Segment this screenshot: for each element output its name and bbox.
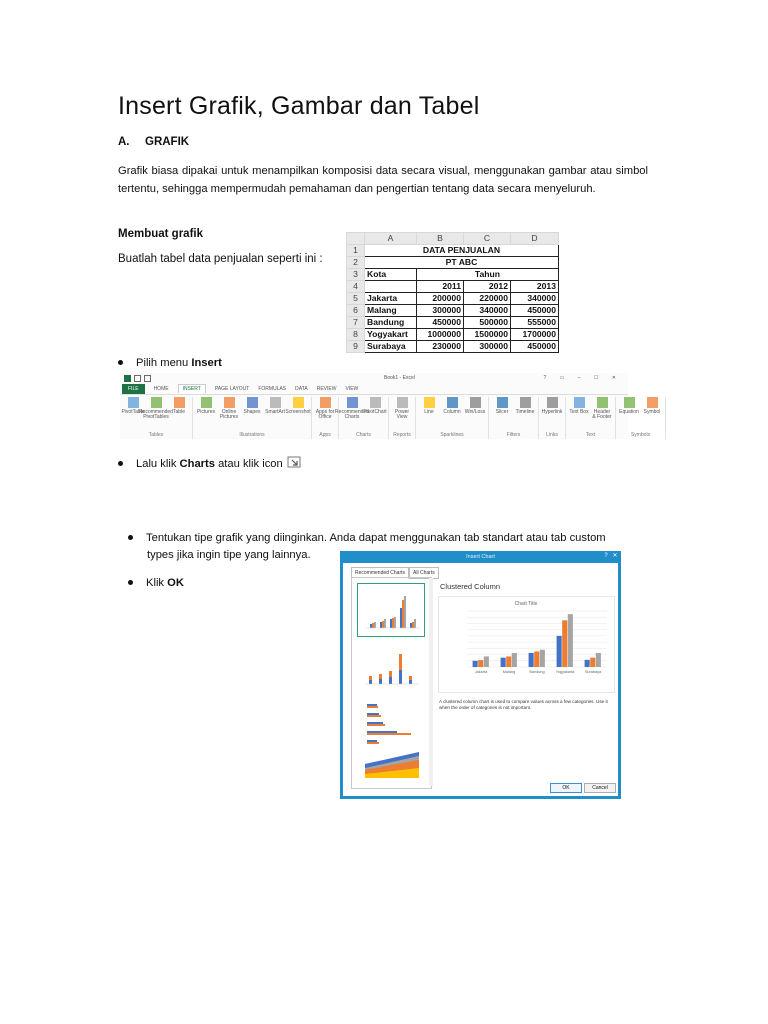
value-cell: 200000 xyxy=(417,293,464,305)
ribbon-button-pivotchart[interactable] xyxy=(365,397,385,415)
close-icon[interactable]: ✕ xyxy=(612,553,618,559)
col-header: A xyxy=(365,233,417,245)
ribbon-button-shapes[interactable] xyxy=(242,397,262,415)
bar-surabaya-series-1 xyxy=(585,660,590,667)
excel-titlebar xyxy=(120,373,628,383)
bullet-text: Tentukan tipe grafik yang diinginkan. Anda dapat menggunakan tab standart atau tab custom xyxy=(146,532,606,544)
value-cell: 450000 xyxy=(511,305,559,317)
ribbon-button-timeline[interactable] xyxy=(515,397,535,415)
bar-jakarta-series-2 xyxy=(478,660,483,667)
recommended-chart-list xyxy=(351,577,432,789)
ribbon-button-symbol[interactable] xyxy=(642,397,662,415)
sales-spreadsheet xyxy=(346,232,558,350)
section-number: A. xyxy=(118,136,130,148)
chart-type-name: Clustered Column xyxy=(440,582,501,591)
bullet-bold-text: OK xyxy=(167,577,184,589)
ribbon-group-text xyxy=(566,397,616,439)
ribbon-group-tables xyxy=(120,397,193,439)
ribbon-button-label: Screenshot xyxy=(285,409,311,415)
tahun-header: Tahun xyxy=(417,269,559,281)
ribbon-button-screenshot[interactable] xyxy=(285,397,311,415)
ribbon-button-power-view[interactable] xyxy=(392,397,412,420)
header-footer-icon xyxy=(597,397,608,408)
row-number: 7 xyxy=(347,317,365,329)
ribbon-group-label: Sparklines xyxy=(440,432,464,438)
dialog-titlebar xyxy=(340,551,621,563)
undo-icon[interactable] xyxy=(144,375,151,382)
bullet-text: Lalu klik xyxy=(136,458,180,470)
tab-data[interactable]: DATA xyxy=(295,385,308,392)
table-row xyxy=(347,329,559,341)
ribbon-button-label: Symbol xyxy=(643,409,661,415)
bullet-dot xyxy=(128,535,133,540)
bullet-text: types jika ingin tipe yang lainnya. xyxy=(147,549,311,561)
ribbon-group-reports xyxy=(389,397,416,439)
ribbon-button-label: Slicer xyxy=(495,409,509,415)
subheading: Membuat grafik xyxy=(118,228,203,240)
shapes-icon xyxy=(247,397,258,408)
recommended-pivottables-icon xyxy=(151,397,162,408)
row-number: 8 xyxy=(347,329,365,341)
thumbnail-scrollbar[interactable] xyxy=(429,578,433,786)
ribbon-button-online-pictures[interactable] xyxy=(219,397,239,420)
value-cell: 220000 xyxy=(464,293,511,305)
excel-logo-icon xyxy=(124,375,131,382)
chart-title: Chart Title xyxy=(514,601,538,607)
ribbon-button-label: PivotChart xyxy=(363,409,387,415)
ribbon-button-apps-for-office[interactable] xyxy=(315,397,335,420)
table-row xyxy=(347,317,559,329)
screenshot-icon xyxy=(293,397,304,408)
dialog-title: Insert Chart xyxy=(466,554,495,560)
bullet-pilih-insert xyxy=(118,357,222,369)
table-title: DATA PENJUALAN xyxy=(365,245,559,257)
recommended-charts-icon xyxy=(347,397,358,408)
bar-surabaya-series-3 xyxy=(596,653,601,667)
row-number: 2 xyxy=(347,257,365,269)
equation-icon xyxy=(624,397,635,408)
chart-description: A clustered column chart is used to compare values across a few categories. Use it when the order of categories is not important. xyxy=(439,699,608,710)
chart-preview xyxy=(438,596,615,693)
ribbon-button-label: Text Box xyxy=(569,409,589,415)
ribbon-button-recommended-charts[interactable] xyxy=(335,397,369,420)
document-title: Insert Grafik, Gambar dan Tabel xyxy=(118,92,480,120)
ribbon-group-label: Tables xyxy=(148,432,164,438)
value-cell: 300000 xyxy=(417,305,464,317)
cancel-button[interactable]: Cancel xyxy=(584,783,616,793)
ribbon-group-filters xyxy=(489,397,539,439)
ribbon-group-label: Text xyxy=(585,432,596,438)
table-row xyxy=(347,293,559,305)
value-cell: 1700000 xyxy=(511,329,559,341)
ribbon-button-label: Timeline xyxy=(515,409,535,415)
ribbon-button-recommended-pivottables[interactable] xyxy=(139,397,173,420)
bar-bandung-series-3 xyxy=(540,650,545,667)
bar-yogyakarta-series-1 xyxy=(557,636,562,667)
value-cell: 1000000 xyxy=(417,329,464,341)
year-header: 2011 xyxy=(417,281,464,293)
ribbon-button-label: Hyperlink xyxy=(541,409,563,415)
window-controls-icon[interactable]: ? ▭ – ☐ ✕ xyxy=(543,375,622,381)
col-header: C xyxy=(464,233,511,245)
x-tick-label: Yogyakarta xyxy=(555,670,575,674)
ribbon-button-text-box[interactable] xyxy=(569,397,589,415)
online-pictures-icon xyxy=(224,397,235,408)
bar-malang-series-1 xyxy=(501,658,506,667)
bar-bandung-series-1 xyxy=(529,653,534,667)
table-icon xyxy=(174,397,185,408)
instruction-text: Buatlah tabel data penjualan seperti ini : xyxy=(118,253,323,265)
bar-bandung-series-2 xyxy=(534,651,539,667)
city-cell: Surabaya xyxy=(365,341,417,353)
ribbon-group-illustrations xyxy=(193,397,312,439)
hyperlink-icon xyxy=(547,397,558,408)
row-number: 9 xyxy=(347,341,365,353)
ribbon-button-equation[interactable] xyxy=(619,397,639,415)
ribbon-button-label: Online Pictures xyxy=(219,409,239,420)
ribbon-button-label: Recommended PivotTables xyxy=(139,409,173,420)
bullet-klik-ok xyxy=(128,577,184,589)
kota-header: Kota xyxy=(365,269,417,281)
col-header: B xyxy=(417,233,464,245)
bar-yogyakarta-series-2 xyxy=(562,620,567,667)
ribbon-button-hyperlink[interactable] xyxy=(542,397,562,415)
timeline-icon xyxy=(520,397,531,408)
tab-review[interactable]: REVIEW xyxy=(316,385,337,392)
excel-ribbon xyxy=(120,373,661,439)
empty-cell xyxy=(365,281,417,293)
ribbon-button-label: Win/Loss xyxy=(464,409,486,415)
ribbon-tabs xyxy=(120,383,628,395)
thumb-clustered-column[interactable] xyxy=(357,583,425,637)
bar-jakarta-series-1 xyxy=(473,661,478,667)
ribbon-group-sparklines xyxy=(416,397,489,439)
value-cell: 230000 xyxy=(417,341,464,353)
tab-insert[interactable]: INSERT xyxy=(178,384,206,393)
ribbon-group-label: Illustrations xyxy=(239,432,265,438)
ribbon-button-label: Power View xyxy=(394,409,410,420)
ribbon-button-slicer[interactable] xyxy=(492,397,512,415)
value-cell: 1500000 xyxy=(464,329,511,341)
bullet-text: atau klik icon xyxy=(214,458,283,470)
thumb-stacked-column[interactable] xyxy=(357,640,423,692)
tab-home[interactable]: HOME xyxy=(153,385,169,392)
x-tick-label: Surabaya xyxy=(584,670,602,674)
line-icon xyxy=(424,397,435,408)
tab-formulas[interactable]: FORMULAS xyxy=(258,385,287,392)
smartart-icon xyxy=(270,397,281,408)
bullet-text: Klik xyxy=(146,577,168,589)
bullet-bold-text: Insert xyxy=(191,357,222,369)
ribbon-button-label: Column xyxy=(443,409,461,415)
ribbon-button-label: Pictures xyxy=(196,409,216,415)
ribbon-group-label: Charts xyxy=(356,432,371,438)
bullet-klik-charts xyxy=(118,458,283,470)
corner-cell xyxy=(347,233,365,245)
pivottable-icon xyxy=(128,397,139,408)
value-cell: 340000 xyxy=(511,293,559,305)
save-icon[interactable] xyxy=(134,375,141,382)
power-view-icon xyxy=(397,397,408,408)
x-tick-label: Malang xyxy=(502,670,516,674)
ribbon-button-column[interactable] xyxy=(442,397,462,415)
ribbon-button-line[interactable] xyxy=(419,397,439,415)
ribbon-button-label: Line xyxy=(424,409,434,415)
city-cell: Yogyakart xyxy=(365,329,417,341)
bullet-text: Pilih menu xyxy=(136,357,192,369)
tab-recommended-charts[interactable]: Recommended Charts xyxy=(351,567,409,579)
row-number: 5 xyxy=(347,293,365,305)
dialog-launcher-icon[interactable] xyxy=(287,456,301,468)
col-header: D xyxy=(511,233,559,245)
ribbon-button-header-footer[interactable] xyxy=(592,397,612,420)
value-cell: 555000 xyxy=(511,317,559,329)
dialog-body xyxy=(343,563,618,796)
ribbon-group-links xyxy=(539,397,566,439)
year-header: 2013 xyxy=(511,281,559,293)
tab-all-charts[interactable]: All Charts xyxy=(409,567,439,579)
thumb-stacked-area[interactable] xyxy=(357,734,423,786)
x-tick-label: Bandung xyxy=(529,670,545,674)
ribbon-group-charts xyxy=(335,397,389,439)
section-title: GRAFIK xyxy=(145,136,190,148)
bullet-dot xyxy=(118,461,123,466)
ribbon-group-label: Filters xyxy=(506,432,521,438)
bar-surabaya-series-2 xyxy=(590,658,595,667)
value-cell: 450000 xyxy=(511,341,559,353)
apps-for-office-icon xyxy=(320,397,331,408)
text-box-icon xyxy=(574,397,585,408)
bar-yogyakarta-series-3 xyxy=(568,614,573,667)
ok-button[interactable]: OK xyxy=(550,783,582,793)
slicer-icon xyxy=(497,397,508,408)
ribbon-button-label: PivotTable xyxy=(121,409,145,415)
table-subtitle: PT ABC xyxy=(365,257,559,269)
ribbon-group-symbols xyxy=(616,397,666,439)
insert-chart-dialog xyxy=(340,551,621,799)
ribbon-button-smartart[interactable] xyxy=(265,397,285,415)
help-icon[interactable]: ? xyxy=(604,553,608,559)
city-cell: Bandung xyxy=(365,317,417,329)
ribbon-group-label: Links xyxy=(546,432,558,438)
value-cell: 450000 xyxy=(417,317,464,329)
ribbon-group-label: Apps xyxy=(319,432,331,438)
x-tick-label: Jakarta xyxy=(474,670,488,674)
year-header: 2012 xyxy=(464,281,511,293)
win-loss-icon xyxy=(470,397,481,408)
bar-malang-series-2 xyxy=(506,656,511,667)
row-number: 4 xyxy=(347,281,365,293)
ribbon-button-table[interactable] xyxy=(169,397,189,415)
table-row xyxy=(347,305,559,317)
ribbon-group-label: Symbols xyxy=(630,432,651,438)
row-number: 3 xyxy=(347,269,365,281)
value-cell: 500000 xyxy=(464,317,511,329)
ribbon-groups xyxy=(120,395,661,439)
bar-malang-series-3 xyxy=(512,653,517,667)
clustered-column-chart xyxy=(439,597,614,692)
tab-page-layout[interactable]: PAGE LAYOUT xyxy=(214,385,250,392)
symbol-icon xyxy=(647,397,658,408)
tab-view[interactable]: VIEW xyxy=(345,385,359,392)
bullet-bold-text: Charts xyxy=(179,458,215,470)
ribbon-group-label: Reports xyxy=(393,432,411,438)
ribbon-button-label: Header & Footer xyxy=(592,409,612,420)
pivotchart-icon xyxy=(370,397,381,408)
city-cell: Jakarta xyxy=(365,293,417,305)
table-row xyxy=(347,341,559,353)
section-heading xyxy=(118,136,189,148)
ribbon-button-label: Equation xyxy=(619,409,639,415)
value-cell: 340000 xyxy=(464,305,511,317)
ribbon-button-label: Table xyxy=(173,409,185,415)
window-title: Book1 - Excel xyxy=(384,375,415,381)
thumb-stacked-bar[interactable] xyxy=(357,786,423,789)
row-number: 6 xyxy=(347,305,365,317)
city-cell: Malang xyxy=(365,305,417,317)
ribbon-button-pictures[interactable] xyxy=(196,397,216,415)
ribbon-button-win-loss[interactable] xyxy=(465,397,485,415)
intro-paragraph: Grafik biasa dipakai untuk menampilkan komposisi data secara visual, menggunakan gambar atau simbol tertentu, sehingga mempermudah pemahaman dan pengertian tentang data secara menyeluruh. xyxy=(118,165,648,195)
tab-file[interactable]: FILE xyxy=(122,384,145,394)
column-icon xyxy=(447,397,458,408)
ribbon-button-label: Apps for Office xyxy=(315,409,335,420)
ribbon-button-label: SmartArt xyxy=(265,409,285,415)
value-cell: 300000 xyxy=(464,341,511,353)
pictures-icon xyxy=(201,397,212,408)
bullet-dot xyxy=(128,580,133,585)
row-number: 1 xyxy=(347,245,365,257)
bar-jakarta-series-3 xyxy=(484,656,489,667)
ribbon-button-label: Shapes xyxy=(243,409,261,415)
ribbon-button-label: Recommended Charts xyxy=(335,409,369,420)
bullet-dot xyxy=(118,360,123,365)
